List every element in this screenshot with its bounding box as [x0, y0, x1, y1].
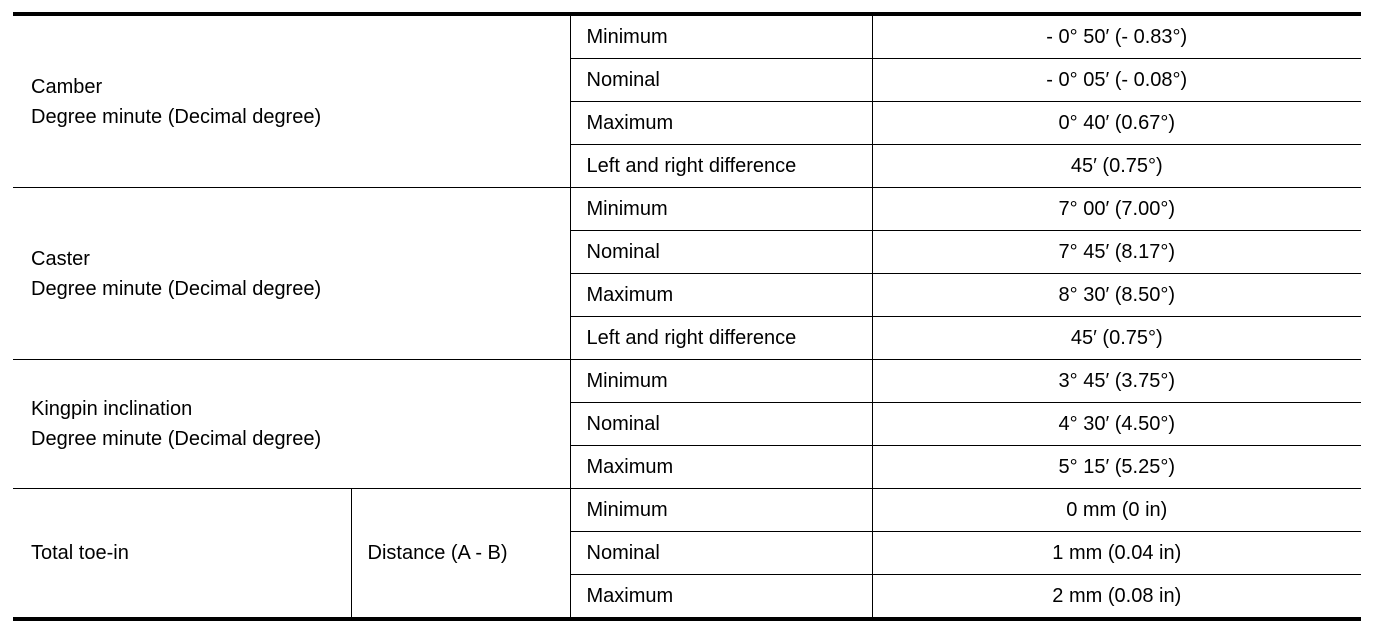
row-value: 7° 00′ (7.00°): [872, 188, 1361, 231]
row-value: 2 mm (0.08 in): [872, 575, 1361, 620]
row-value: 0° 40′ (0.67°): [872, 102, 1361, 145]
table-row: [13, 188, 1361, 231]
item-name: Caster: [31, 247, 90, 270]
row-label: Maximum: [570, 274, 872, 317]
row-label: Maximum: [570, 575, 872, 620]
row-label: Nominal: [570, 532, 872, 575]
item-unit: Degree minute (Decimal degree): [31, 428, 322, 450]
row-value: - 0° 05′ (- 0.08°): [872, 59, 1361, 102]
table-row: [13, 489, 1361, 532]
caster-item-cell: [13, 188, 570, 360]
row-label: Minimum: [570, 360, 872, 403]
row-value: 7° 45′ (8.17°): [872, 231, 1361, 274]
table-row: [13, 14, 1361, 59]
row-label: Nominal: [570, 403, 872, 446]
row-label: Minimum: [570, 489, 872, 532]
camber-item-cell: [13, 14, 570, 188]
item-name: Total toe-in: [31, 542, 129, 564]
row-value: - 0° 50′ (- 0.83°): [872, 14, 1361, 59]
item-unit: Degree minute (Decimal degree): [31, 105, 322, 128]
row-value: 4° 30′ (4.50°): [872, 403, 1361, 446]
wheel-alignment-spec-table: [13, 12, 1361, 621]
row-value: 5° 15′ (5.25°): [872, 446, 1361, 489]
row-label: Maximum: [570, 446, 872, 489]
kingpin-item-cell: [13, 360, 570, 489]
item-name: Kingpin inclination: [31, 398, 193, 420]
item-name: Camber: [31, 75, 103, 98]
row-value: 45′ (0.75°): [872, 145, 1361, 188]
row-label: Nominal: [570, 231, 872, 274]
item-unit: Degree minute (Decimal degree): [31, 277, 322, 300]
toe-in-item-cell: [13, 489, 351, 620]
row-value: 45′ (0.75°): [872, 317, 1361, 360]
row-label: Nominal: [570, 59, 872, 102]
row-label: Maximum: [570, 102, 872, 145]
row-value: 0 mm (0 in): [872, 489, 1361, 532]
row-label: Minimum: [570, 188, 872, 231]
table-row: [13, 360, 1361, 403]
row-value: 8° 30′ (8.50°): [872, 274, 1361, 317]
toe-in-sub-cell: Distance (A - B): [351, 489, 570, 620]
row-value: 3° 45′ (3.75°): [872, 360, 1361, 403]
row-value: 1 mm (0.04 in): [872, 532, 1361, 575]
row-label: Left and right difference: [570, 317, 872, 360]
row-label: Left and right difference: [570, 145, 872, 188]
row-label: Minimum: [570, 14, 872, 59]
